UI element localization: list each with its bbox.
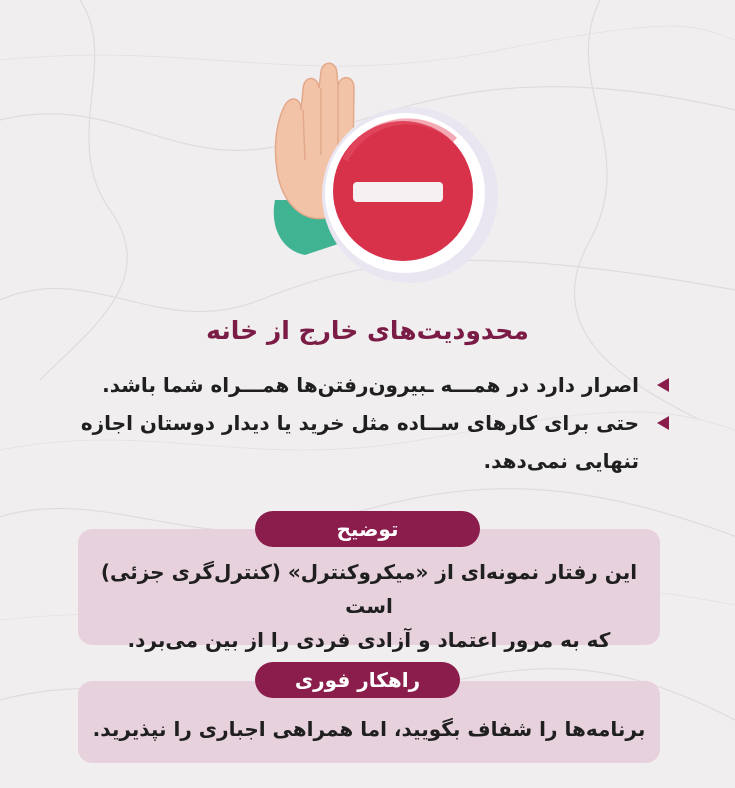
bullet-text: حتی برای کارهای ســاده مثل خرید یا دیدار دوستان اجازه xyxy=(80,411,639,435)
bullet-text-continued: تنهایی نمی‌دهد. xyxy=(483,449,639,473)
explanation-label: توضیح xyxy=(255,511,480,547)
page-title: محدودیت‌های خارج از خانه xyxy=(206,316,529,345)
explanation-line: این رفتار نمونه‌ای از «میکروکنترل» (کنترل‌گری جزئی) است xyxy=(100,560,638,618)
explanation-line: که به مرور اعتماد و آزادی فردی را از بین می‌برد. xyxy=(127,628,611,652)
list-item xyxy=(49,404,669,480)
solution-label: راهکار فوری xyxy=(255,662,460,698)
bullet-list xyxy=(49,366,669,480)
bullet-arrow-icon xyxy=(657,378,669,392)
list-item xyxy=(49,366,669,404)
bullet-arrow-icon xyxy=(657,416,669,430)
solution-text: برنامه‌ها را شفاف بگویید، اما همراهی اجباری را نپذیرید. xyxy=(92,717,646,741)
bullet-text: اصرار دارد در همـــه ـبیرون‌رفتن‌ها همـــراه شما باشد. xyxy=(102,373,639,397)
